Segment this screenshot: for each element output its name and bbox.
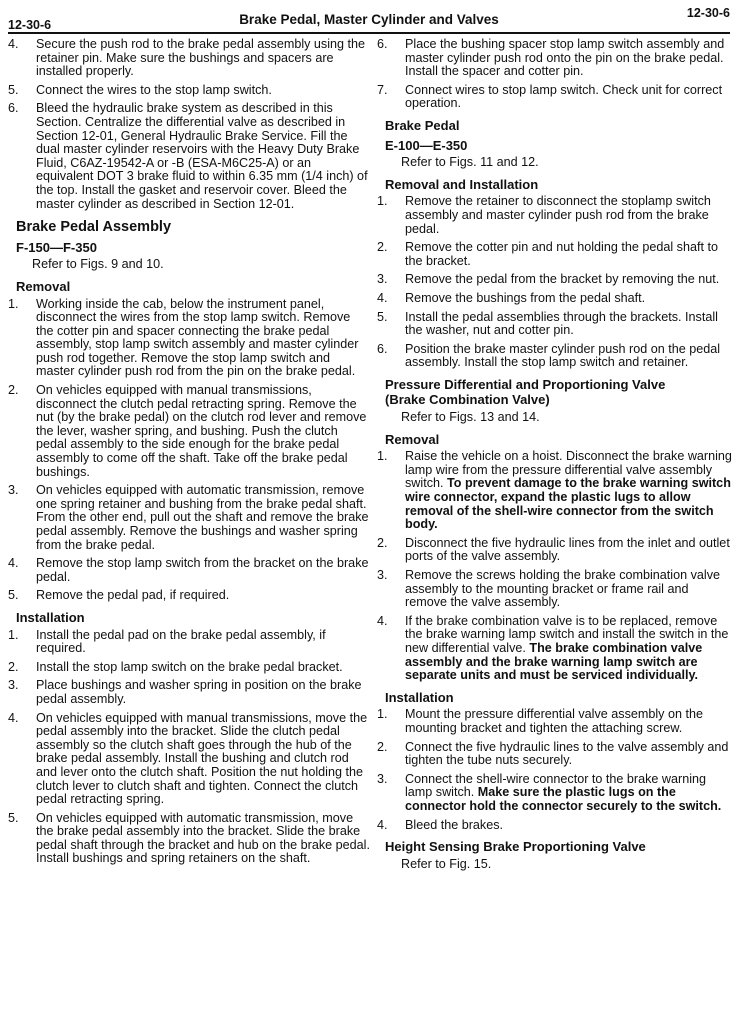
- step-caution-text: Make sure the plastic lugs on the connector hold the connector securely to the switch.: [405, 785, 722, 813]
- step-text: [405, 195, 733, 236]
- step-text: [405, 38, 733, 79]
- step-text: [405, 84, 733, 111]
- step-item: [375, 537, 733, 564]
- step-text: [405, 615, 733, 683]
- valve-installation-steps: [375, 708, 733, 832]
- step-item: [375, 195, 733, 236]
- step-number: 4.: [377, 290, 388, 305]
- section-title-pressure-differential: Pressure Differential and Proportioning Valve: [385, 376, 666, 392]
- step-text-body: Connect the shell-wire connector to the brake warning lamp switch.: [405, 771, 707, 800]
- step-number: 7.: [377, 82, 388, 97]
- step-item: [6, 384, 370, 479]
- step-item: [6, 712, 370, 807]
- step-list-continued: [6, 38, 370, 211]
- step-item: [6, 38, 370, 79]
- step-item: [375, 273, 733, 287]
- step-text-body: Bleed the brakes.: [405, 817, 504, 832]
- step-text: [405, 343, 733, 370]
- step-text: [405, 819, 733, 833]
- step-number: 4.: [8, 556, 19, 571]
- step-number: 6.: [8, 101, 19, 116]
- step-text-body: Remove the pedal from the bracket by removing the nut.: [405, 272, 720, 287]
- step-item: [375, 292, 733, 306]
- step-text-body: Raise the vehicle on a hoist. Disconnect the brake warning lamp wire from the pressure differential valve assembly switch.: [405, 449, 732, 491]
- step-text: [405, 311, 733, 338]
- step-item: [6, 84, 370, 98]
- step-text: [405, 450, 733, 532]
- step-number: 3.: [377, 568, 388, 582]
- page-number-left: 12-30-6: [8, 18, 52, 32]
- step-number: 2.: [377, 535, 388, 550]
- step-text-body: Connect the five hydraulic lines to the valve assembly and tighten the tube nuts securely.: [405, 739, 729, 768]
- removal-installation-steps: [375, 195, 733, 370]
- figure-reference-height-sensing: Refer to Fig. 15.: [401, 856, 492, 871]
- step-item: [6, 102, 370, 211]
- step-text: [405, 773, 733, 814]
- step-item: [375, 615, 733, 683]
- step-item: [375, 819, 733, 833]
- step-number: 5.: [377, 309, 388, 324]
- step-item: [375, 311, 733, 338]
- step-text-body: On vehicles equipped with automatic transmission, move the brake pedal assembly into the bracket. Slide the brake pedal shaft through the bracket and hub on the brake pedal. Install bushings and spring retainers on the shaft.: [36, 810, 370, 866]
- step-number: 4.: [8, 37, 19, 51]
- step-text: [405, 292, 733, 306]
- step-text-body: Remove the stop lamp switch from the bracket on the brake pedal.: [36, 556, 369, 584]
- step-text-body: If the brake combination valve is to be replaced, remove the brake warning lamp switch and install the switch in the new differential valve.: [405, 613, 729, 655]
- valve-removal-heading: Removal: [385, 431, 440, 447]
- section-title-height-sensing: Height Sensing Brake Proportioning Valve: [385, 839, 646, 855]
- step-number: 4.: [377, 613, 388, 628]
- step-caution-text: The brake combination valve assembly and the brake warning lamp switch are separate units and must be serviced individually.: [405, 640, 703, 683]
- step-text: [36, 102, 370, 211]
- step-text-body: Connect wires to stop lamp switch. Check unit for correct operation.: [405, 82, 723, 111]
- step-text: [36, 84, 370, 98]
- models-heading-e: E-100—E-350: [385, 137, 468, 153]
- step-text: [36, 679, 370, 706]
- step-text-body: Remove the bushings from the pedal shaft.: [405, 290, 646, 305]
- step-text: [405, 537, 733, 564]
- step-text: [36, 384, 370, 479]
- step-text-body: Position the brake master cylinder push rod on the pedal assembly. Install the stop lamp switch and retainer.: [405, 341, 721, 370]
- section-title-brake-pedal: Brake Pedal: [385, 117, 460, 133]
- step-text-body: Install the pedal pad on the brake pedal assembly, if required.: [36, 627, 326, 656]
- step-number: 5.: [8, 82, 19, 97]
- step-text-body: Connect the wires to the stop lamp switch.: [36, 82, 272, 97]
- page-title: Brake Pedal, Master Cylinder and Valves: [239, 12, 499, 27]
- step-text-body: Install the stop lamp switch on the brake pedal bracket.: [36, 659, 343, 674]
- page-number-right: 12-30-6: [686, 6, 730, 20]
- step-text: [36, 484, 370, 552]
- removal-heading: Removal: [16, 278, 71, 294]
- step-text-body: Remove the pedal pad, if required.: [36, 588, 230, 603]
- step-number: 1.: [8, 627, 19, 642]
- step-item: [6, 589, 370, 603]
- step-number: 3.: [377, 272, 388, 287]
- step-item: [375, 450, 733, 532]
- step-item: [375, 343, 733, 370]
- step-number: 4.: [8, 710, 19, 725]
- figure-reference-e: Refer to Figs. 11 and 12.: [401, 155, 539, 170]
- step-number: 5.: [8, 588, 19, 603]
- step-number: 4.: [377, 817, 388, 832]
- step-text-body: Secure the push rod to the brake pedal assembly using the retainer pin. Make sure the bushings and spacers are installed properly.: [36, 37, 366, 79]
- step-item: [375, 38, 733, 79]
- step-text-body: Bleed the hydraulic brake system as described in this Section. Centralize the differential valve as described in Section 12-01, General Hydraulic Brake Service. Fill the dual master cylinder reservoirs with the Heavy Duty Brake Fluid, C6AZ-19542-A or -B (ESA-M6C25-A) or an equivalent DOT 3 brake fluid to within 6.35 mm (1/4 inch) of the top. Install the gasket and reservoir cover. Bleed the master cylinder as described in Section 12-01.: [36, 101, 368, 211]
- valve-removal-steps: [375, 450, 733, 683]
- installation-heading: Installation: [16, 609, 85, 625]
- figure-reference: Refer to Figs. 9 and 10.: [32, 257, 164, 272]
- step-number: 2.: [8, 383, 19, 398]
- step-item: [6, 679, 370, 706]
- step-text-body: Remove the retainer to disconnect the stoplamp switch assembly and master cylinder push rod from the brake pedal.: [405, 194, 711, 236]
- step-text: [36, 589, 370, 603]
- section-subtitle-combination-valve: (Brake Combination Valve): [385, 392, 550, 408]
- step-text-body: Remove the cotter pin and nut holding the pedal shaft to the bracket.: [405, 240, 718, 268]
- step-text: [36, 712, 370, 807]
- step-item: [6, 812, 370, 866]
- step-text-body: On vehicles equipped with manual transmissions, move the pedal assembly into the bracket. Slide the clutch pedal assembly so the clutch shaft goes through the hub of the brake pedal assembly. Install the bushing and clutch rod and lever onto the clutch shaft. Position the nut holding the clutch lever to clutch shaft and tighten. Connect the clutch pedal retracting spring.: [36, 710, 368, 807]
- installation-steps: [6, 629, 370, 867]
- step-number: 1.: [8, 296, 19, 311]
- step-number: 2.: [8, 659, 19, 674]
- step-text-body: Mount the pressure differential valve assembly on the mounting bracket and tighten the attaching screw.: [405, 707, 703, 735]
- right-column: [375, 38, 733, 877]
- step-number: 3.: [8, 483, 19, 498]
- step-text: [36, 661, 370, 675]
- step-text-body: Remove the screws holding the brake combination valve assembly to the mounting bracket or frame rail and remove the valve assembly.: [405, 568, 721, 610]
- step-number: 3.: [8, 678, 19, 693]
- step-item: [6, 298, 370, 380]
- step-text-body: Install the pedal assemblies through the brackets. Install the washer, nut and cotter pin.: [405, 309, 718, 338]
- step-number: 6.: [377, 37, 388, 51]
- models-heading: F-150—F-350: [16, 239, 97, 255]
- step-number: 1.: [377, 707, 388, 722]
- step-item: [375, 741, 733, 768]
- step-text-body: Place the bushing spacer stop lamp switch assembly and master cylinder push rod onto the pin on the brake pedal. Install the spacer and cotter pin.: [405, 37, 725, 79]
- removal-steps: [6, 298, 370, 603]
- step-item: [375, 241, 733, 268]
- left-column: [6, 38, 370, 871]
- figure-reference-valve: Refer to Figs. 13 and 14.: [401, 410, 540, 425]
- step-item: [6, 557, 370, 584]
- section-title-brake-pedal-assembly: Brake Pedal Assembly: [16, 219, 172, 236]
- step-item: [6, 661, 370, 675]
- step-text: [36, 629, 370, 656]
- step-text: [405, 569, 733, 610]
- step-number: 6.: [377, 341, 388, 356]
- step-item: [375, 569, 733, 610]
- step-item: [6, 629, 370, 656]
- step-text: [36, 557, 370, 584]
- step-number: 3.: [377, 771, 388, 786]
- step-text-body: Working inside the cab, below the instrument panel, disconnect the wires from the stop lamp switch. Remove the cotter pin and spacer connecting the brake pedal assembly, stop lamp switch assembly and master cylinder push rod together. Remove the stop lamp switch and master cylinder push rod from the pin on the brake pedal.: [36, 296, 359, 379]
- step-number: 5.: [8, 810, 19, 825]
- step-text: [405, 741, 733, 768]
- step-text-body: On vehicles equipped with manual transmissions, disconnect the clutch pedal retracting spring. Remove the nut (by the brake pedal) on the clutch rod lever and remove the lever, washer spring, and bushing. Push the clutch pedal assembly to the side enough for the brake pedal assembly to come off the shaft. Take off the brake pedal bushings.: [36, 383, 367, 479]
- step-item: [375, 708, 733, 735]
- step-caution-text: To prevent damage to the brake warning switch wire connector, expand the plastic lugs to allow removal of the shell-wire connector from the switch body.: [405, 476, 731, 532]
- step-text-body: Disconnect the five hydraulic lines from the inlet and outlet ports of the valve assembly.: [405, 535, 730, 564]
- valve-installation-heading: Installation: [385, 689, 454, 705]
- step-number: 1.: [377, 194, 388, 209]
- step-text-body: Place bushings and washer spring in position on the brake pedal assembly.: [36, 678, 362, 706]
- step-number: 1.: [377, 449, 388, 464]
- step-text-body: On vehicles equipped with automatic transmission, remove one spring retainer and bushing from the brake pedal shaft. From the other end, pull out the shaft and remove the brake pedal assembly. Remove the bushings and washer spring from the brake pedal.: [36, 483, 369, 552]
- step-text: [36, 38, 370, 79]
- step-text: [405, 708, 733, 735]
- step-number: 2.: [377, 240, 388, 255]
- step-text: [36, 812, 370, 866]
- removal-installation-heading: Removal and Installation: [385, 176, 539, 192]
- step-text: [405, 273, 733, 287]
- step-item: [375, 84, 733, 111]
- step-item: [375, 773, 733, 814]
- page-header: [8, 4, 730, 34]
- step-text: [405, 241, 733, 268]
- step-number: 2.: [377, 739, 388, 754]
- step-text: [36, 298, 370, 380]
- step-item: [6, 484, 370, 552]
- installation-steps-continued: [375, 38, 733, 111]
